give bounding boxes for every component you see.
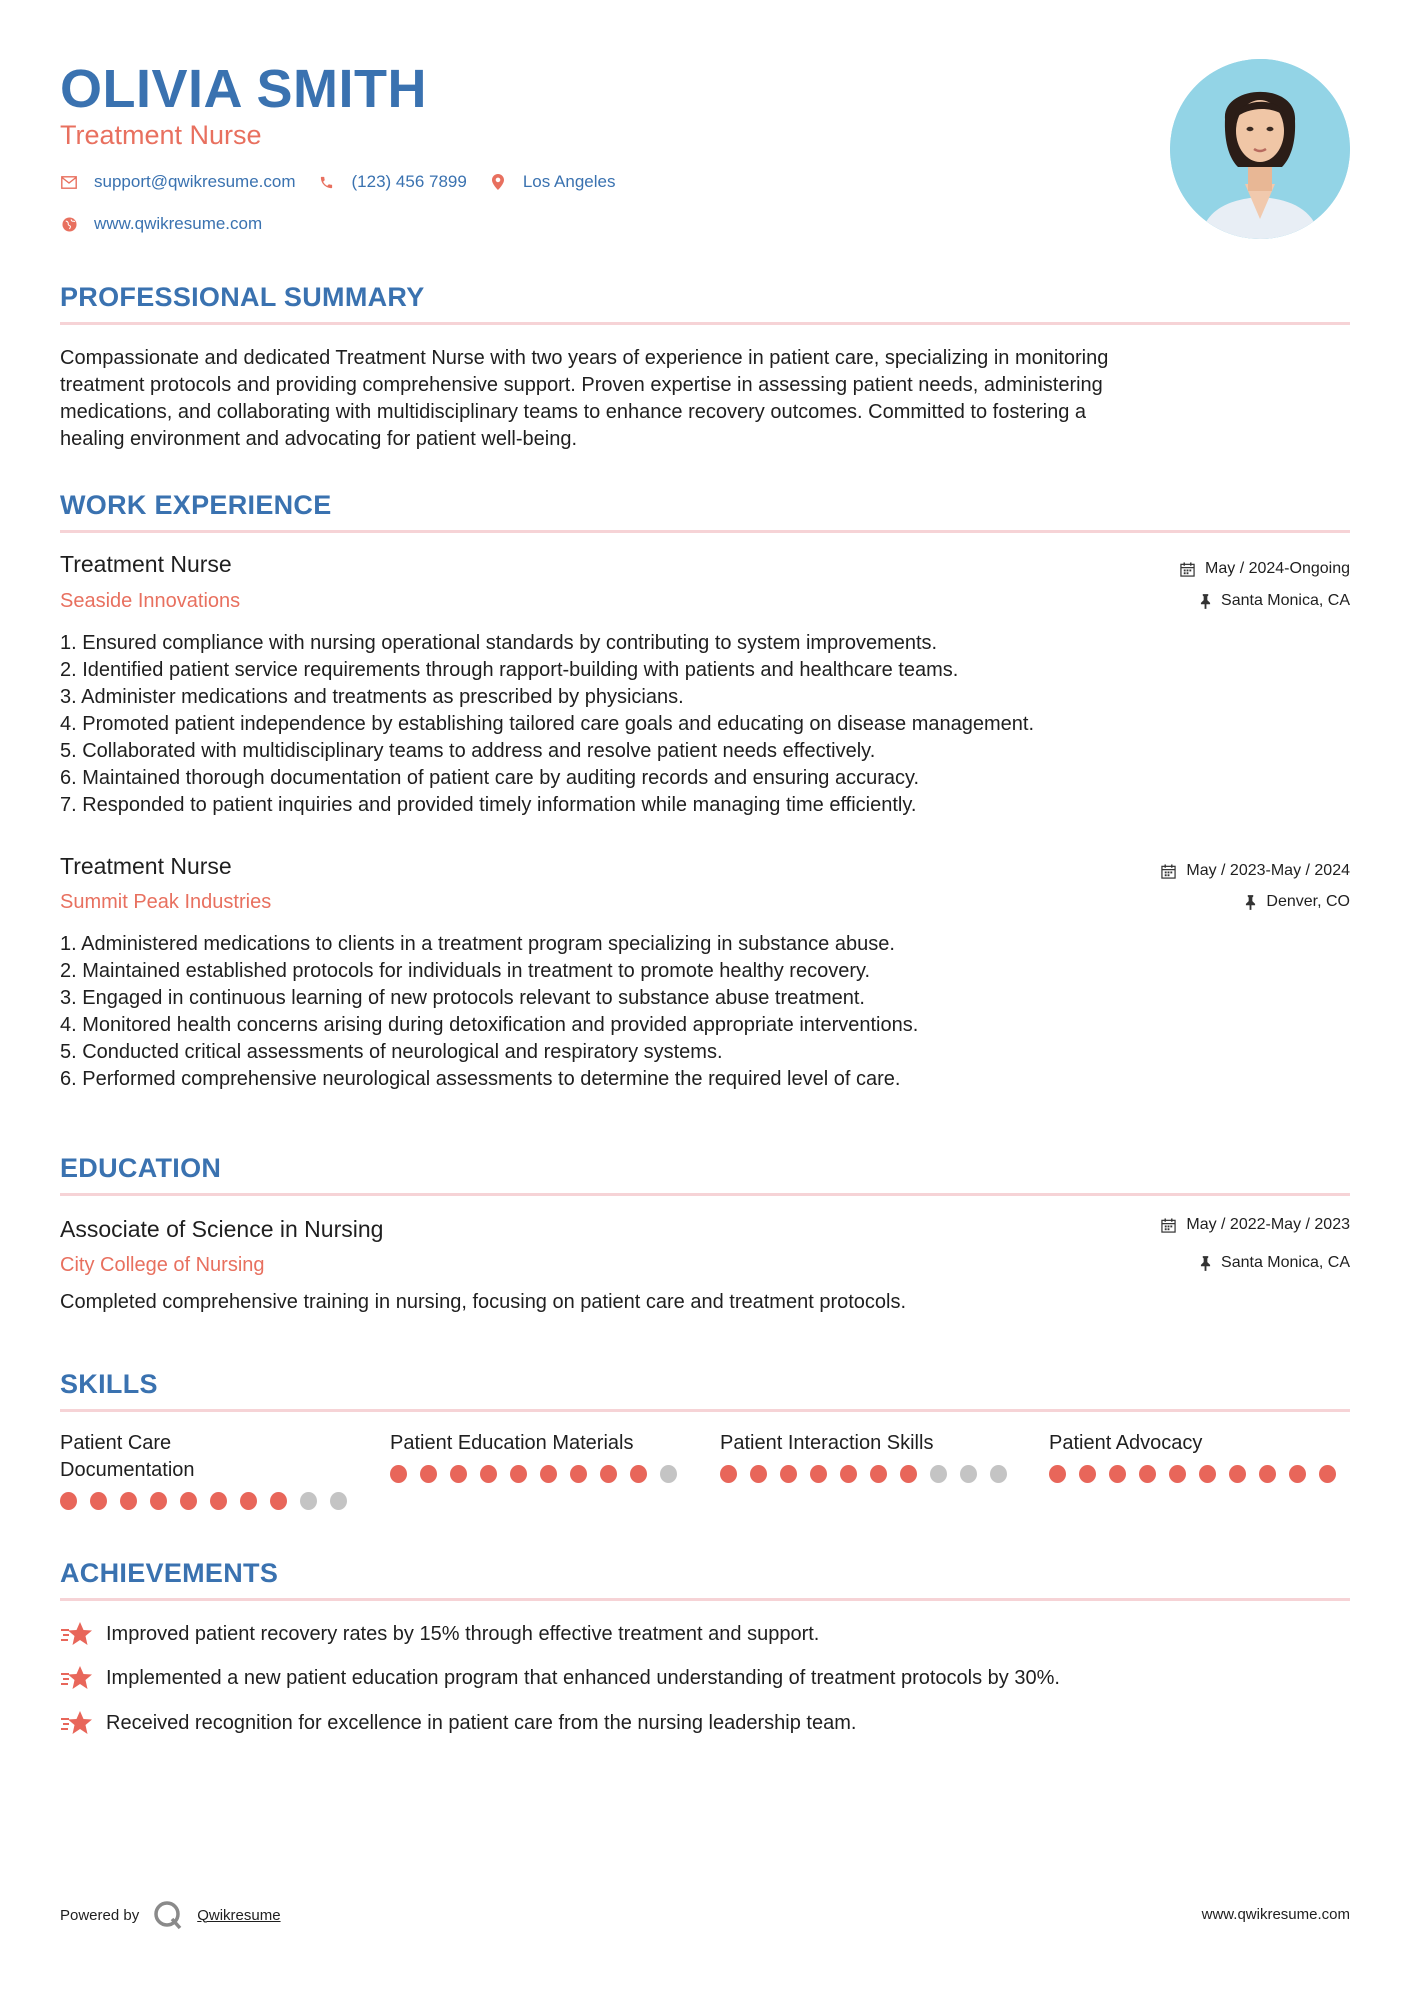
rating-dot-empty	[300, 1492, 317, 1510]
rating-dot-filled	[540, 1465, 557, 1483]
job-title: Treatment Nurse	[60, 853, 232, 879]
rating-dot-filled	[870, 1465, 887, 1483]
envelope-icon	[60, 173, 78, 191]
skill-name	[390, 1430, 690, 1457]
rating-dot-filled	[840, 1465, 857, 1483]
skill-rating	[60, 1492, 360, 1510]
contact-phone[interactable]	[318, 172, 467, 192]
globe-icon	[60, 215, 78, 233]
degree-title: Associate of Science in Nursing	[60, 1216, 384, 1242]
skill-name-line: Patient Interaction Skills	[720, 1432, 934, 1454]
section-divider	[60, 1598, 1350, 1601]
rating-dot-filled	[1109, 1465, 1126, 1483]
location-text: Santa Monica, CA	[1221, 1254, 1350, 1271]
qwikresume-logo-icon	[153, 1900, 183, 1930]
achievement-item	[60, 1620, 819, 1648]
skill-rating	[1049, 1465, 1349, 1483]
calendar-icon	[1161, 864, 1176, 879]
contact-row	[60, 172, 637, 192]
list-item: 6. Performed comprehensive neurological assessments to determine the required level of care.	[60, 1068, 901, 1090]
achievement-text: Improved patient recovery rates by 15% through effective treatment and support.	[106, 1622, 820, 1645]
pushpin-icon	[1200, 594, 1211, 609]
rating-dot-filled	[600, 1465, 617, 1483]
summary-text	[60, 345, 1350, 453]
contact-email[interactable]	[60, 172, 296, 192]
rating-dot-filled	[450, 1465, 467, 1483]
contact-row-website	[60, 214, 284, 234]
job-location	[1245, 893, 1350, 911]
summary-line: Compassionate and dedicated Treatment Nurse with two years of experience in patient care, specializing in monitoring	[60, 347, 1109, 369]
rating-dot-filled	[390, 1465, 407, 1483]
section-divider	[60, 322, 1350, 325]
pushpin-icon	[1245, 895, 1256, 910]
website-text: www.qwikresume.com	[94, 214, 263, 233]
education-description: Completed comprehensive training in nursing, focusing on patient care and treatment protocols.	[60, 1291, 907, 1313]
skill-name	[720, 1430, 1020, 1457]
job-company: Seaside Innovations	[60, 590, 241, 612]
section-title-education: EDUCATION	[60, 1153, 222, 1183]
dates-text: May / 2023-May / 2024	[1186, 862, 1350, 879]
location-text: Santa Monica, CA	[1221, 592, 1350, 609]
job-bullets	[60, 630, 1350, 819]
location-text: Los Angeles	[522, 172, 616, 191]
rating-dot-filled	[900, 1465, 917, 1483]
location-text: Denver, CO	[1266, 893, 1350, 910]
section-title-experience: WORK EXPERIENCE	[60, 490, 332, 520]
rating-dot-filled	[420, 1465, 437, 1483]
list-item: 5. Collaborated with multidisciplinary teams to address and resolve patient needs effectively.	[60, 740, 876, 762]
list-item: 2. Identified patient service requirements through rapport-building with patients and healthcare teams.	[60, 659, 959, 681]
phone-icon	[318, 173, 336, 191]
summary-line: medications, and collaborating with multidisciplinary teams to enhance recovery outcomes. Committed to fostering a	[60, 401, 1087, 423]
rating-dot-filled	[1079, 1465, 1096, 1483]
resume-page	[60, 0, 1350, 1990]
rating-dot-filled	[150, 1492, 167, 1510]
skill-item	[60, 1430, 360, 1510]
job-dates	[1161, 862, 1350, 880]
rating-dot-filled	[810, 1465, 827, 1483]
section-title-achievements: ACHIEVEMENTS	[60, 1558, 279, 1588]
skill-name-line: Patient Education Materials	[390, 1432, 634, 1454]
rating-dot-filled	[1049, 1465, 1066, 1483]
rating-dot-filled	[750, 1465, 767, 1483]
rating-dot-filled	[1289, 1465, 1306, 1483]
list-item: 4. Monitored health concerns arising during detoxification and provided appropriate interventions.	[60, 1014, 919, 1036]
skill-rating	[390, 1465, 690, 1483]
rating-dot-filled	[210, 1492, 227, 1510]
skill-name	[60, 1430, 360, 1484]
skill-rating	[720, 1465, 1020, 1483]
star-award-icon	[60, 1709, 92, 1737]
calendar-icon	[1180, 562, 1195, 577]
rating-dot-filled	[1169, 1465, 1186, 1483]
achievement-item	[60, 1709, 856, 1737]
section-divider	[60, 1409, 1350, 1412]
rating-dot-filled	[180, 1492, 197, 1510]
rating-dot-filled	[630, 1465, 647, 1483]
contact-website[interactable]	[60, 214, 262, 234]
rating-dot-filled	[510, 1465, 527, 1483]
phone-text: (123) 456 7899	[351, 172, 467, 191]
skill-name-line: Patient Care	[60, 1432, 172, 1454]
rating-dot-filled	[90, 1492, 107, 1510]
job-company: Summit Peak Industries	[60, 891, 272, 913]
achievement-text: Received recognition for excellence in patient care from the nursing leadership team.	[106, 1711, 857, 1734]
achievement-text: Implemented a new patient education program that enhanced understanding of treatment protocols by 30%.	[106, 1666, 1060, 1689]
section-title-summary: PROFESSIONAL SUMMARY	[60, 282, 425, 312]
skill-name	[1049, 1430, 1349, 1457]
rating-dot-empty	[930, 1465, 947, 1483]
school-name: City College of Nursing	[60, 1254, 265, 1276]
rating-dot-filled	[570, 1465, 587, 1483]
footer-website[interactable]: www.qwikresume.com	[1201, 1906, 1350, 1923]
summary-line: healing environment and advocating for patient well-being.	[60, 428, 578, 450]
rating-dot-filled	[1229, 1465, 1246, 1483]
dates-text: May / 2022-May / 2023	[1186, 1216, 1350, 1233]
list-item: 3. Administer medications and treatments as prescribed by physicians.	[60, 686, 684, 708]
achievement-item	[60, 1664, 1060, 1692]
brand-link[interactable]: Qwikresume	[197, 1906, 281, 1924]
star-award-icon	[60, 1664, 92, 1692]
list-item: 7. Responded to patient inquiries and provided timely information while managing time efficiently.	[60, 794, 917, 816]
skill-item	[390, 1430, 690, 1483]
job-bullets	[60, 931, 1350, 1093]
map-pin-icon	[489, 173, 507, 191]
contact-location	[489, 172, 616, 192]
job-title: Treatment Nurse	[60, 551, 232, 577]
rating-dot-filled	[240, 1492, 257, 1510]
skill-name-line: Patient Advocacy	[1049, 1432, 1203, 1454]
rating-dot-filled	[120, 1492, 137, 1510]
list-item: 6. Maintained thorough documentation of patient care by auditing records and ensuring accuracy.	[60, 767, 920, 789]
rating-dot-filled	[1199, 1465, 1216, 1483]
skill-item	[1049, 1430, 1349, 1483]
calendar-icon	[1161, 1218, 1176, 1233]
section-divider	[60, 1193, 1350, 1196]
powered-by-text: Powered by	[60, 1906, 140, 1924]
list-item: 1. Administered medications to clients in a treatment program specializing in substance abuse.	[60, 933, 895, 955]
rating-dot-empty	[960, 1465, 977, 1483]
job-dates	[1180, 560, 1350, 578]
education-location	[1200, 1254, 1350, 1272]
section-title-skills: SKILLS	[60, 1369, 158, 1399]
summary-line: treatment protocols and providing comprehensive support. Proven expertise in assessing patient needs, administering	[60, 374, 1103, 396]
skill-name-line: Documentation	[60, 1459, 195, 1481]
rating-dot-filled	[480, 1465, 497, 1483]
list-item: 2. Maintained established protocols for individuals in treatment to promote healthy recovery.	[60, 960, 871, 982]
education-dates	[1161, 1216, 1350, 1234]
list-item: 3. Engaged in continuous learning of new protocols relevant to substance abuse treatment.	[60, 987, 865, 1009]
rating-dot-empty	[660, 1465, 677, 1483]
list-item: 4. Promoted patient independence by establishing tailored care goals and educating on disease management.	[60, 713, 1034, 735]
section-divider	[60, 530, 1350, 533]
rating-dot-filled	[270, 1492, 287, 1510]
rating-dot-filled	[60, 1492, 77, 1510]
rating-dot-filled	[780, 1465, 797, 1483]
rating-dot-empty	[330, 1492, 347, 1510]
rating-dot-filled	[720, 1465, 737, 1483]
profile-photo	[1170, 59, 1350, 239]
email-text: support@qwikresume.com	[94, 172, 296, 191]
footer-powered-by	[60, 1900, 281, 1930]
skill-item	[720, 1430, 1020, 1483]
candidate-name: OLIVIA SMITH	[60, 59, 427, 119]
rating-dot-filled	[1319, 1465, 1336, 1483]
list-item: 5. Conducted critical assessments of neurological and respiratory systems.	[60, 1041, 723, 1063]
dates-text: May / 2024-Ongoing	[1205, 560, 1350, 577]
candidate-role: Treatment Nurse	[60, 120, 262, 150]
list-item: 1. Ensured compliance with nursing operational standards by contributing to system improvements.	[60, 632, 938, 654]
pushpin-icon	[1200, 1256, 1211, 1271]
rating-dot-filled	[1259, 1465, 1276, 1483]
rating-dot-empty	[990, 1465, 1007, 1483]
job-location	[1200, 592, 1350, 610]
star-award-icon	[60, 1620, 92, 1648]
rating-dot-filled	[1139, 1465, 1156, 1483]
